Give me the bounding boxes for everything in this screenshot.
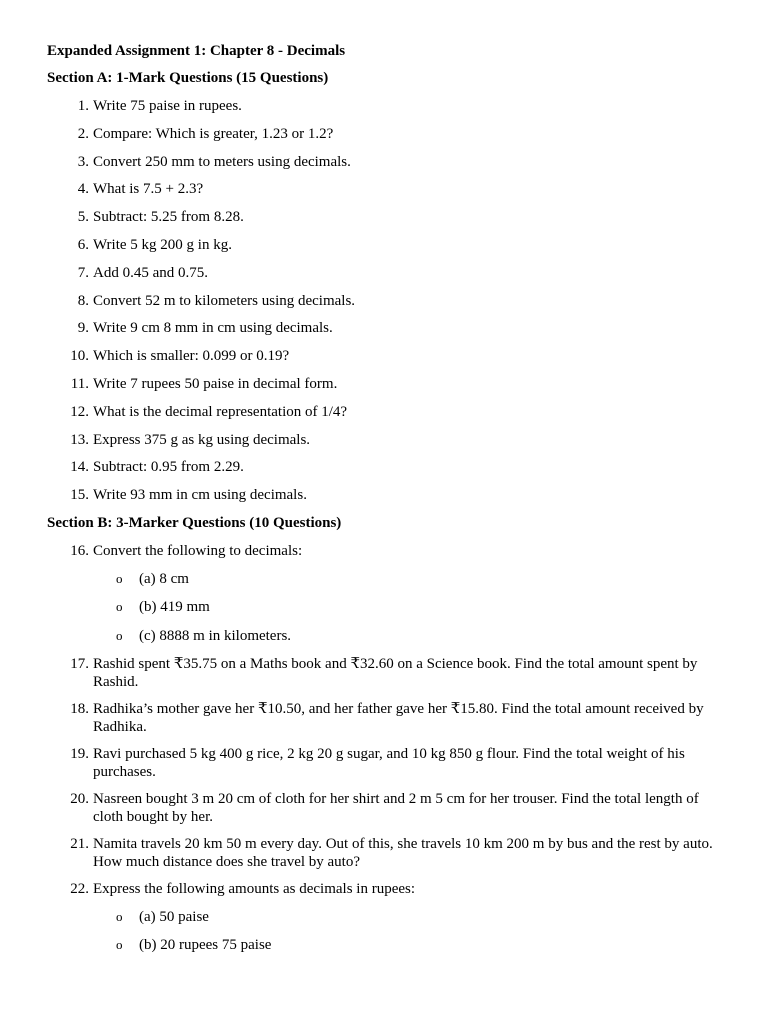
section-b-question-list xyxy=(47,542,722,954)
question-number: 19. xyxy=(70,745,89,762)
question-text: Write 7 rupees 50 paise in decimal form. xyxy=(93,375,338,392)
question-text: Nasreen bought 3 m 20 cm of cloth for her shirt and 2 m 5 cm for her trouser. Find the total length of cloth bought by her. xyxy=(93,790,699,825)
question-9 xyxy=(47,319,722,337)
sub-question xyxy=(93,570,722,588)
question-text: Subtract: 5.25 from 8.28. xyxy=(93,209,244,226)
question-text: Express 375 g as kg using decimals. xyxy=(93,431,311,448)
question-text: Write 75 paise in rupees. xyxy=(93,98,242,114)
sub-question-text: (b) 419 mm xyxy=(139,599,210,616)
question-number: 12. xyxy=(70,403,89,420)
question-number: 17. xyxy=(70,655,89,672)
question-text: Write 5 kg 200 g in kg. xyxy=(93,236,232,253)
question-10 xyxy=(47,347,722,365)
question-19 xyxy=(47,745,722,781)
question-text: Express the following amounts as decimals in rupees: xyxy=(93,880,416,897)
question-text: Radhika’s mother gave her ₹10.50, and her father gave her ₹15.80. Find the total amount received by Radhika. xyxy=(93,700,704,735)
question-number: 5. xyxy=(77,209,89,226)
document-title: Expanded Assignment 1: Chapter 8 - Decimals xyxy=(47,43,346,59)
question-number: 7. xyxy=(77,264,89,281)
question-text: Add 0.45 and 0.75. xyxy=(93,264,208,281)
section-a-heading: Section A: 1-Mark Questions (15 Questions) xyxy=(47,70,329,86)
question-number: 2. xyxy=(77,125,89,142)
sub-question xyxy=(93,936,722,954)
sub-question xyxy=(93,908,722,926)
question-text: What is 7.5 + 2.3? xyxy=(93,181,204,198)
question-6 xyxy=(47,236,722,254)
hollow-bullet-icon: o xyxy=(116,570,123,586)
question-number: 13. xyxy=(70,431,89,448)
question-2 xyxy=(47,125,722,143)
question-text: Subtract: 0.95 from 2.29. xyxy=(93,459,244,476)
question-20 xyxy=(47,790,722,826)
question-number: 3. xyxy=(77,153,89,170)
hollow-bullet-icon: o xyxy=(116,627,123,643)
question-number: 10. xyxy=(70,348,89,365)
question-text: Convert 52 m to kilometers using decimals. xyxy=(93,292,356,309)
question-number: 18. xyxy=(70,700,89,717)
question-21 xyxy=(47,835,722,871)
section-a-question-list xyxy=(47,97,722,504)
question-11 xyxy=(47,375,722,393)
question-text: Rashid spent ₹35.75 on a Maths book and ₹32.60 on a Science book. Find the total amount spent by Rashid. xyxy=(93,655,698,690)
question-text: Compare: Which is greater, 1.23 or 1.2? xyxy=(93,125,334,142)
question-text: Which is smaller: 0.099 or 0.19? xyxy=(93,348,290,365)
question-text: What is the decimal representation of 1/4? xyxy=(93,403,348,420)
question-number: 1. xyxy=(77,98,89,114)
question-number: 9. xyxy=(77,320,89,337)
sub-question-text: (a) 8 cm xyxy=(139,570,189,587)
question-3 xyxy=(47,153,722,171)
question-15 xyxy=(47,486,722,504)
question-12 xyxy=(47,403,722,421)
question-4 xyxy=(47,180,722,198)
question-16 xyxy=(47,542,722,645)
question-number: 21. xyxy=(70,835,89,852)
question-number: 15. xyxy=(70,487,89,504)
question-number: 6. xyxy=(77,236,89,253)
hollow-bullet-icon: o xyxy=(116,599,123,615)
sub-question xyxy=(93,598,722,616)
question-text: Write 93 mm in cm using decimals. xyxy=(93,487,307,504)
hollow-bullet-icon: o xyxy=(116,937,123,953)
question-text: Convert the following to decimals: xyxy=(93,542,303,559)
question-text: Convert 250 mm to meters using decimals. xyxy=(93,153,351,170)
question-number: 4. xyxy=(77,181,89,198)
sub-question-text: (b) 20 rupees 75 paise xyxy=(139,937,272,954)
section-b-heading: Section B: 3-Marker Questions (10 Questions) xyxy=(47,514,342,531)
question-text: Namita travels 20 km 50 m every day. Out of this, she travels 10 km 200 m by bus and the rest by auto. How much distance does she travel by auto? xyxy=(93,835,713,870)
question-1 xyxy=(47,97,722,115)
question-text: Ravi purchased 5 kg 400 g rice, 2 kg 20 g sugar, and 10 kg 850 g flour. Find the total weight of his purchases. xyxy=(93,745,685,780)
sub-question-list xyxy=(93,908,722,954)
question-22 xyxy=(47,880,722,954)
question-18 xyxy=(47,700,722,736)
question-number: 11. xyxy=(70,375,89,392)
sub-question-text: (c) 8888 m in kilometers. xyxy=(139,627,292,644)
question-7 xyxy=(47,264,722,282)
sub-question-list xyxy=(93,570,722,645)
question-number: 8. xyxy=(77,292,89,309)
question-number: 22. xyxy=(70,880,89,897)
sub-question-text: (a) 50 paise xyxy=(139,908,209,925)
question-number: 20. xyxy=(70,790,89,807)
hollow-bullet-icon: o xyxy=(116,908,123,924)
sub-question xyxy=(93,627,722,645)
question-5 xyxy=(47,208,722,226)
question-number: 16. xyxy=(70,542,89,559)
question-number: 14. xyxy=(70,459,89,476)
question-8 xyxy=(47,292,722,310)
question-17 xyxy=(47,655,722,691)
question-13 xyxy=(47,431,722,449)
question-text: Write 9 cm 8 mm in cm using decimals. xyxy=(93,320,333,337)
question-14 xyxy=(47,458,722,476)
